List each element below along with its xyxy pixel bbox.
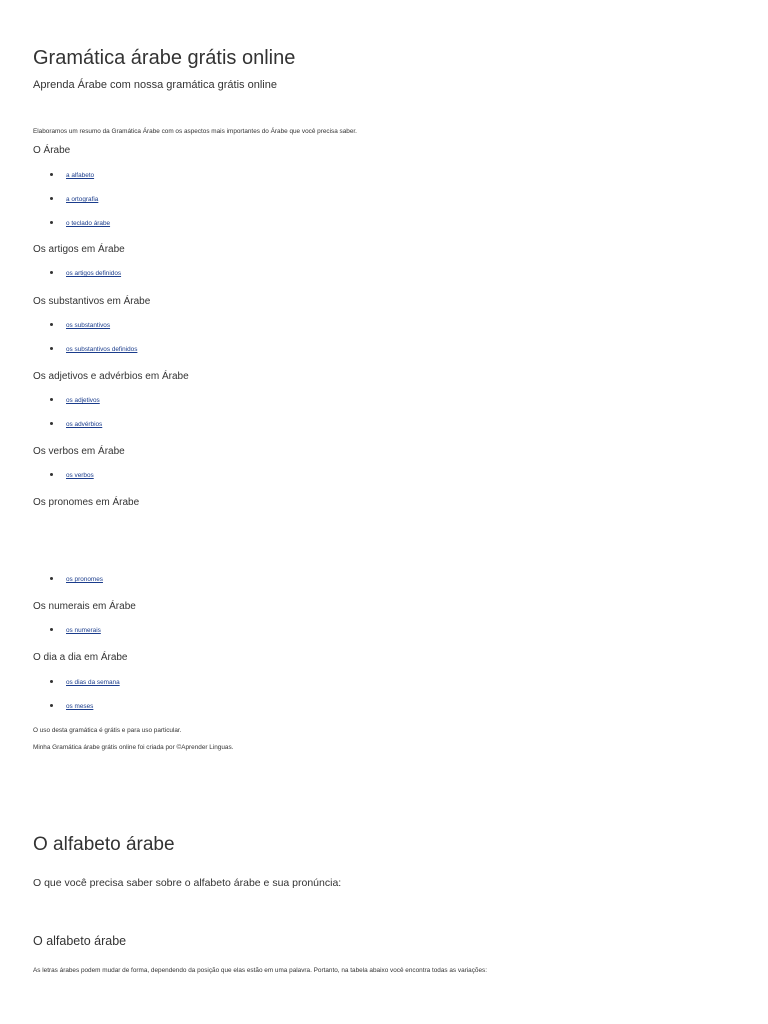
section-heading-substantivos: Os substantivos em Árabe bbox=[33, 296, 151, 307]
link-verbos[interactable]: os verbos bbox=[66, 472, 94, 479]
bullet-icon bbox=[50, 680, 53, 683]
bullet-icon bbox=[50, 173, 53, 176]
bullet-icon bbox=[50, 271, 53, 274]
bullet-icon bbox=[50, 347, 53, 350]
bullet-icon bbox=[50, 473, 53, 476]
bullet-icon bbox=[50, 628, 53, 631]
usage-note: O uso desta gramática é grátis e para uso particular. bbox=[33, 727, 182, 734]
link-adjetivos[interactable]: os adjetivos bbox=[66, 397, 100, 404]
link-meses[interactable]: os meses bbox=[66, 703, 94, 710]
bullet-icon bbox=[50, 577, 53, 580]
link-dias-da-semana[interactable]: os dias da semana bbox=[66, 679, 120, 686]
bullet-icon bbox=[50, 221, 53, 224]
bullet-icon bbox=[50, 398, 53, 401]
list-item bbox=[50, 703, 93, 710]
list-item bbox=[50, 172, 94, 179]
section-heading-numerais: Os numerais em Árabe bbox=[33, 601, 136, 612]
link-numerais[interactable]: os numerais bbox=[66, 627, 101, 634]
link-artigos-definidos[interactable]: os artigos definidos bbox=[66, 270, 122, 277]
alphabet-subheading: O que você precisa saber sobre o alfabeto árabe e sua pronúncia: bbox=[33, 877, 342, 889]
list-item bbox=[50, 346, 137, 353]
link-adverbios[interactable]: os advérbios bbox=[66, 421, 103, 428]
list-item bbox=[50, 196, 98, 203]
section-heading-arabic: O Árabe bbox=[33, 145, 71, 156]
link-alfabeto[interactable]: a alfabeto bbox=[66, 172, 95, 179]
list-item bbox=[50, 322, 110, 329]
section-heading-adjetivos: Os adjetivos e advérbios em Árabe bbox=[33, 371, 189, 382]
list-item bbox=[50, 270, 121, 277]
page-title: Gramática árabe grátis online bbox=[33, 47, 296, 69]
page-subtitle: Aprenda Árabe com nossa gramática grátis online bbox=[33, 79, 277, 91]
list-item bbox=[50, 421, 102, 428]
section-heading-dia-a-dia: O dia a dia em Árabe bbox=[33, 652, 128, 663]
bullet-icon bbox=[50, 422, 53, 425]
list-item bbox=[50, 472, 94, 479]
section-heading-pronomes: Os pronomes em Árabe bbox=[33, 497, 140, 508]
bullet-icon bbox=[50, 704, 53, 707]
list-item bbox=[50, 220, 110, 227]
alphabet-subsection-heading: O alfabeto árabe bbox=[33, 934, 127, 948]
list-item bbox=[50, 679, 120, 686]
bullet-icon bbox=[50, 197, 53, 200]
intro-text: Elaboramos um resumo da Gramática Árabe com os aspectos mais importantes do Árabe que você precisa saber. bbox=[33, 128, 357, 135]
list-item bbox=[50, 627, 101, 634]
link-substantivos-definidos[interactable]: os substantivos definidos bbox=[66, 346, 138, 353]
link-ortografia[interactable]: a ortografia bbox=[66, 196, 99, 203]
link-pronomes[interactable]: os pronomes bbox=[66, 576, 103, 583]
list-item bbox=[50, 397, 100, 404]
section-heading-verbos: Os verbos em Árabe bbox=[33, 446, 125, 457]
credit-note: Minha Gramática árabe grátis online foi criada por ©Aprender Linguas. bbox=[33, 744, 234, 751]
alphabet-heading: O alfabeto árabe bbox=[33, 834, 175, 855]
link-substantivos[interactable]: os substantivos bbox=[66, 322, 111, 329]
alphabet-description: As letras árabes podem mudar de forma, dependendo da posição que elas estão em uma palavra. Portanto, na tabela abaixo você encontra todas as variações: bbox=[33, 967, 488, 974]
list-item bbox=[50, 576, 103, 583]
link-teclado[interactable]: o teclado árabe bbox=[66, 220, 111, 227]
section-heading-artigos: Os artigos em Árabe bbox=[33, 244, 125, 255]
bullet-icon bbox=[50, 323, 53, 326]
